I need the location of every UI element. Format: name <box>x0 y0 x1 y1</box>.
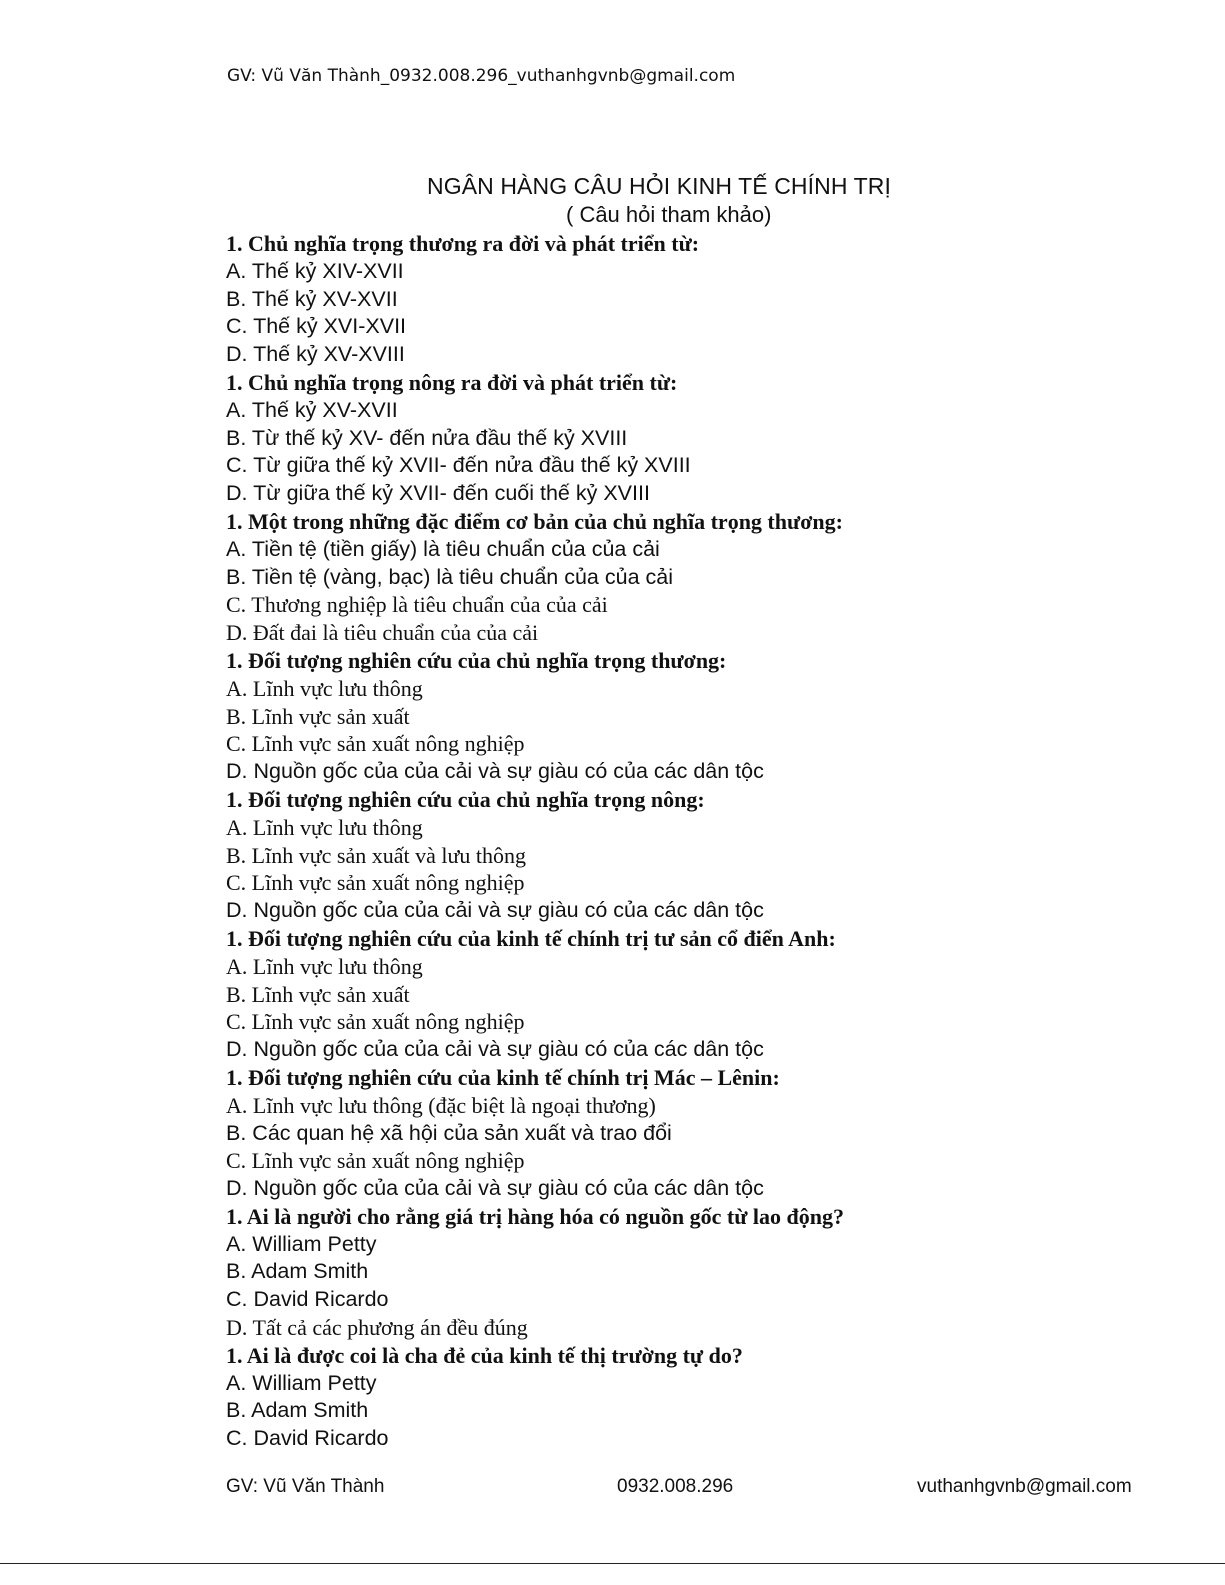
answer-option: C. Lĩnh vực sản xuất nông nghiệp <box>226 731 525 757</box>
answer-option: D. Thế kỷ XV-XVIII <box>226 342 405 367</box>
question-text: 1. Chủ nghĩa trọng nông ra đời và phát triển từ: <box>226 369 678 395</box>
question-text: 1. Một trong những đặc điểm cơ bản của chủ nghĩa trọng thương: <box>226 508 843 534</box>
answer-option: A. Lĩnh vực lưu thông <box>226 814 423 840</box>
answer-option: B. Thế kỷ XV-XVII <box>226 286 398 311</box>
question-text: 1. Đối tượng nghiên cứu của kinh tế chính trị Mác – Lênin: <box>226 1064 780 1090</box>
page-bottom-rule <box>0 1563 1225 1564</box>
answer-option: D. Nguồn gốc của của cải và sự giàu có của các dân tộc <box>226 759 764 784</box>
answer-option: B. Lĩnh vực sản xuất <box>226 981 410 1007</box>
answer-option: D. Đất đai là tiêu chuẩn của của cải <box>226 620 539 646</box>
answer-option: B. Adam Smith <box>226 1398 369 1423</box>
question-text: 1. Ai là được coi là cha đẻ của kinh tế thị trường tự do? <box>226 1342 743 1368</box>
document-subtitle: ( Câu hỏi tham khảo) <box>566 202 772 227</box>
question-8 <box>226 1203 1186 1342</box>
answer-option: A. Thế kỷ XV-XVII <box>226 397 398 422</box>
answer-option: B. Từ thế kỷ XV- đến nửa đầu thế kỷ XVIII <box>226 425 628 450</box>
answer-option: A. Lĩnh vực lưu thông <box>226 953 423 979</box>
footer-phone: 0932.008.296 <box>617 1476 734 1497</box>
footer-author: GV: Vũ Văn Thành <box>226 1476 385 1497</box>
answer-option: B. Các quan hệ xã hội của sản xuất và trao đổi <box>226 1120 672 1145</box>
answer-option: A. William Petty <box>226 1370 377 1395</box>
question-text: 1. Ai là người cho rằng giá trị hàng hóa có nguồn gốc từ lao động? <box>226 1203 844 1229</box>
question-1 <box>226 230 1186 369</box>
answer-option: C. Thương nghiệp là tiêu chuẩn của của cải <box>226 592 608 618</box>
answer-option: C. David Ricardo <box>226 1426 389 1451</box>
question-9 <box>226 1342 1186 1453</box>
answer-option: B. Lĩnh vực sản xuất và lưu thông <box>226 842 527 868</box>
answer-option: A. Lĩnh vực lưu thông (đặc biệt là ngoại thương) <box>226 1092 656 1118</box>
answer-option: C. Lĩnh vực sản xuất nông nghiệp <box>226 870 525 896</box>
question-text: 1. Đối tượng nghiên cứu của chủ nghĩa trọng nông: <box>226 786 705 812</box>
question-text: 1. Đối tượng nghiên cứu của kinh tế chính trị tư sản cổ điển Anh: <box>226 925 836 951</box>
question-text: 1. Đối tượng nghiên cứu của chủ nghĩa trọng thương: <box>226 647 727 673</box>
question-7 <box>226 1064 1186 1203</box>
answer-option: A. William Petty <box>226 1231 377 1256</box>
question-6 <box>226 925 1186 1064</box>
page-header: GV: Vũ Văn Thành_0932.008.296_vuthanhgvnb@gmail.com <box>227 66 736 86</box>
footer-email: vuthanhgvnb@gmail.com <box>917 1476 1132 1497</box>
answer-option: C. Lĩnh vực sản xuất nông nghiệp <box>226 1148 525 1174</box>
answer-option: D. Nguồn gốc của của cải và sự giàu có của các dân tộc <box>226 1176 764 1201</box>
answer-option: D. Nguồn gốc của của cải và sự giàu có của các dân tộc <box>226 898 764 923</box>
answer-option: C. Từ giữa thế kỷ XVII- đến nửa đầu thế kỷ XVIII <box>226 453 691 478</box>
answer-option: C. Thế kỷ XVI-XVII <box>226 314 407 339</box>
question-2 <box>226 369 1186 508</box>
question-3 <box>226 508 1186 647</box>
answer-option: A. Lĩnh vực lưu thông <box>226 675 423 701</box>
answer-option: D. Tất cả các phương án đều đúng <box>226 1315 528 1341</box>
answer-option: D. Nguồn gốc của của cải và sự giàu có của các dân tộc <box>226 1037 764 1062</box>
question-text: 1. Chủ nghĩa trọng thương ra đời và phát triển từ: <box>226 231 700 256</box>
document-title: NGÂN HÀNG CÂU HỎI KINH TẾ CHÍNH TRỊ <box>427 173 891 199</box>
question-list <box>226 230 1186 1453</box>
answer-option: D. Từ giữa thế kỷ XVII- đến cuối thế kỷ XVIII <box>226 481 650 506</box>
question-5 <box>226 786 1186 925</box>
answer-option: A. Tiền tệ (tiền giấy) là tiêu chuẩn của của cải <box>226 536 660 561</box>
answer-option: B. Adam Smith <box>226 1259 369 1284</box>
answer-option: A. Thế kỷ XIV-XVII <box>226 258 404 283</box>
question-4 <box>226 647 1186 786</box>
answer-option: B. Lĩnh vực sản xuất <box>226 703 410 729</box>
answer-option: C. Lĩnh vực sản xuất nông nghiệp <box>226 1009 525 1035</box>
answer-option: C. David Ricardo <box>226 1287 389 1312</box>
answer-option: B. Tiền tệ (vàng, bạc) là tiêu chuẩn của của cải <box>226 564 673 589</box>
